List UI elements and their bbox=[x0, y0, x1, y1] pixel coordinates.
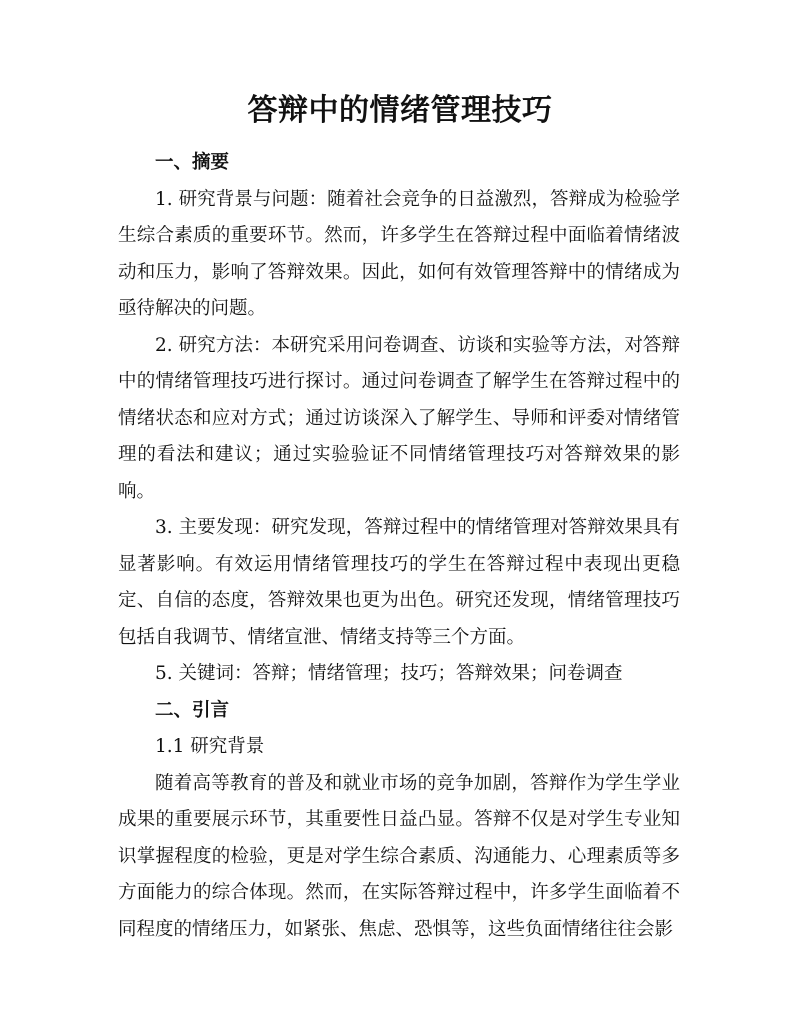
subsection-heading-background: 1.1 研究背景 bbox=[155, 736, 265, 757]
paragraph-research-method: 2. 研究方法：本研究采用问卷调查、访谈和实验等方法，对答辩中的情绪管理技巧进行探讨。通过问卷调查了解学生在答辩过程中的情绪状态和应对方式；通过访谈深入了解学生、导师和评委对情绪管理的看法和建议；通过实验验证不同情绪管理技巧对答辩效果的影响。 bbox=[118, 334, 680, 502]
paragraph-research-background: 1. 研究背景与问题：随着社会竞争的日益激烈，答辩成为检验学生综合素质的重要环节。然而，许多学生在答辩过程中面临着情绪波动和压力，影响了答辩效果。因此，如何有效管理答辩中的情绪成为亟待解决的问题。 bbox=[118, 188, 680, 319]
document-body bbox=[118, 145, 680, 948]
paragraph-keywords: 5. 关键词：答辩；情绪管理；技巧；答辩效果；问卷调查 bbox=[155, 663, 623, 684]
section-heading-abstract: 一、摘要 bbox=[155, 152, 230, 173]
document-title: 答辩中的情绪管理技巧 bbox=[247, 93, 553, 128]
section-heading-introduction: 二、引言 bbox=[155, 699, 230, 721]
paragraph-main-findings: 3. 主要发现：研究发现，答辩过程中的情绪管理对答辩效果具有显著影响。有效运用情绪管理技巧的学生在答辩过程中表现出更稳定、自信的态度，答辩效果也更为出色。研究还发现，情绪管理技巧包括自我调节、情绪宣泄、情绪支持等三个方面。 bbox=[118, 517, 680, 648]
paragraph-introduction-background: 随着高等教育的普及和就业市场的竞争加剧，答辩作为学生学业成果的重要展示环节，其重要性日益凸显。答辩不仅是对学生专业知识掌握程度的检验，更是对学生综合素质、沟通能力、心理素质等多方面能力的综合体现。然而，在实际答辩过程中，许多学生面临着不同程度的情绪压力，如紧张、焦虑、恐惧等，这些负面情绪往往会影 bbox=[118, 772, 680, 940]
